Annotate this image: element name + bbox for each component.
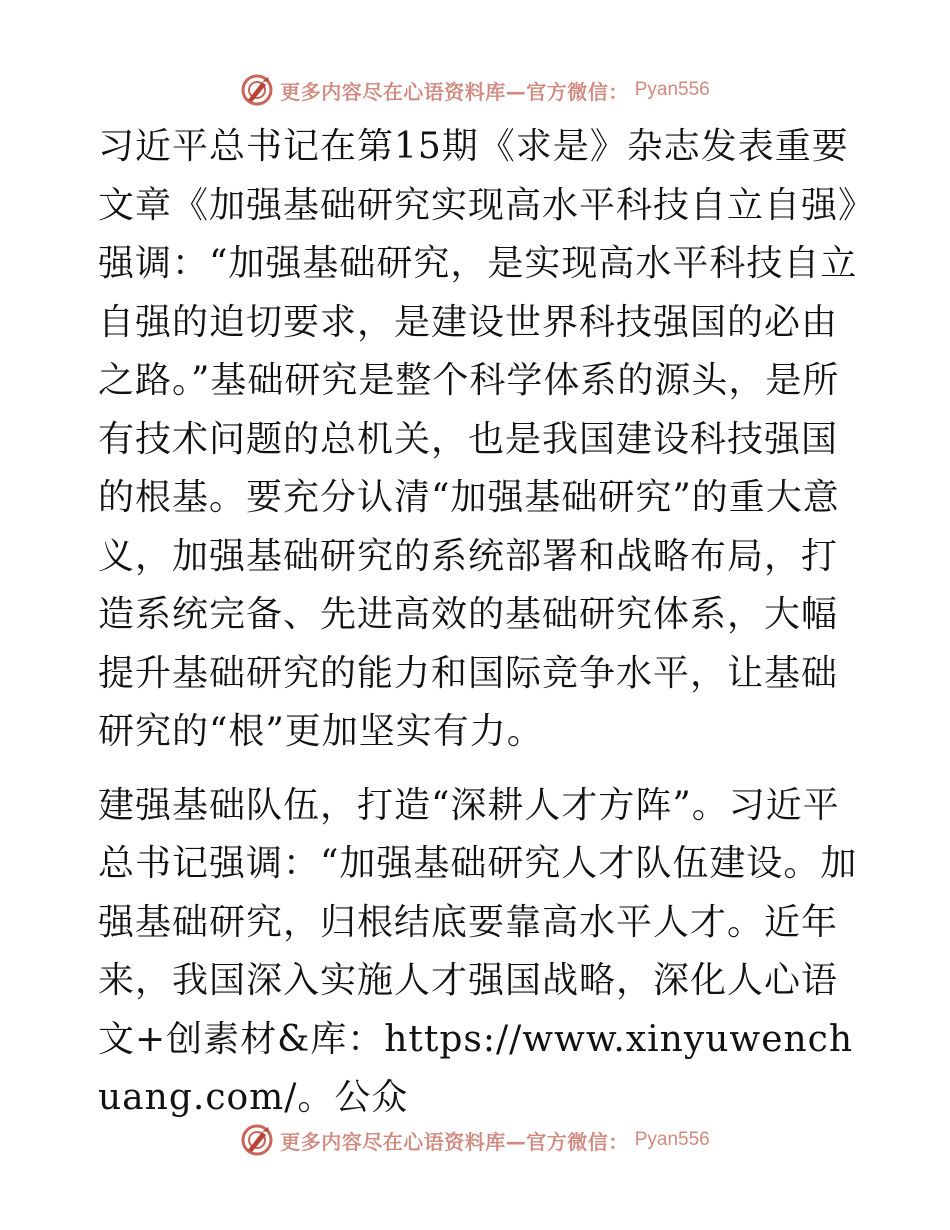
header-watermark [0, 70, 950, 110]
watermark-contact: Pyan556 [634, 79, 710, 100]
document-body [98, 118, 858, 1128]
watermark-contact: Pyan556 [634, 1129, 710, 1150]
quill-logo-icon [240, 73, 274, 107]
watermark-text: 更多内容尽在心语资料库—官方微信： [280, 79, 629, 104]
paragraph: 习近平总书记在第15期《求是》杂志发表重要文章《加强基础研究实现高水平科技自立自强》强调：“加强基础研究，是实现高水平科技自立自强的迫切要求，是建设世界科技强国的必由之路。”基础研究是整个科学体系的源头，是所有技术问题的总机关，也是我国建设科技强国的根基。要充分认清“加强基础研究”的重大意义，加强基础研究的系统部署和战略布局，打造系统完备、先进高效的基础研究体系，大幅提升基础研究的能力和国际竞争水平，让基础研究的“根”更加坚实有力。 [98, 126, 858, 752]
quill-logo-icon [240, 1123, 274, 1157]
paragraph: 建强基础队伍，打造“深耕人才方阵”。习近平总书记强调：“加强基础研究人才队伍建设。加强基础研究，归根结底要靠高水平人才。近年来，我国深入实施人才强国战略，深化人心语文+创素材&库：https://www.xinyuwenchuang.com/。公众 [98, 784, 858, 1118]
watermark-text: 更多内容尽在心语资料库—官方微信： [280, 1129, 629, 1154]
footer-watermark [0, 1120, 950, 1160]
